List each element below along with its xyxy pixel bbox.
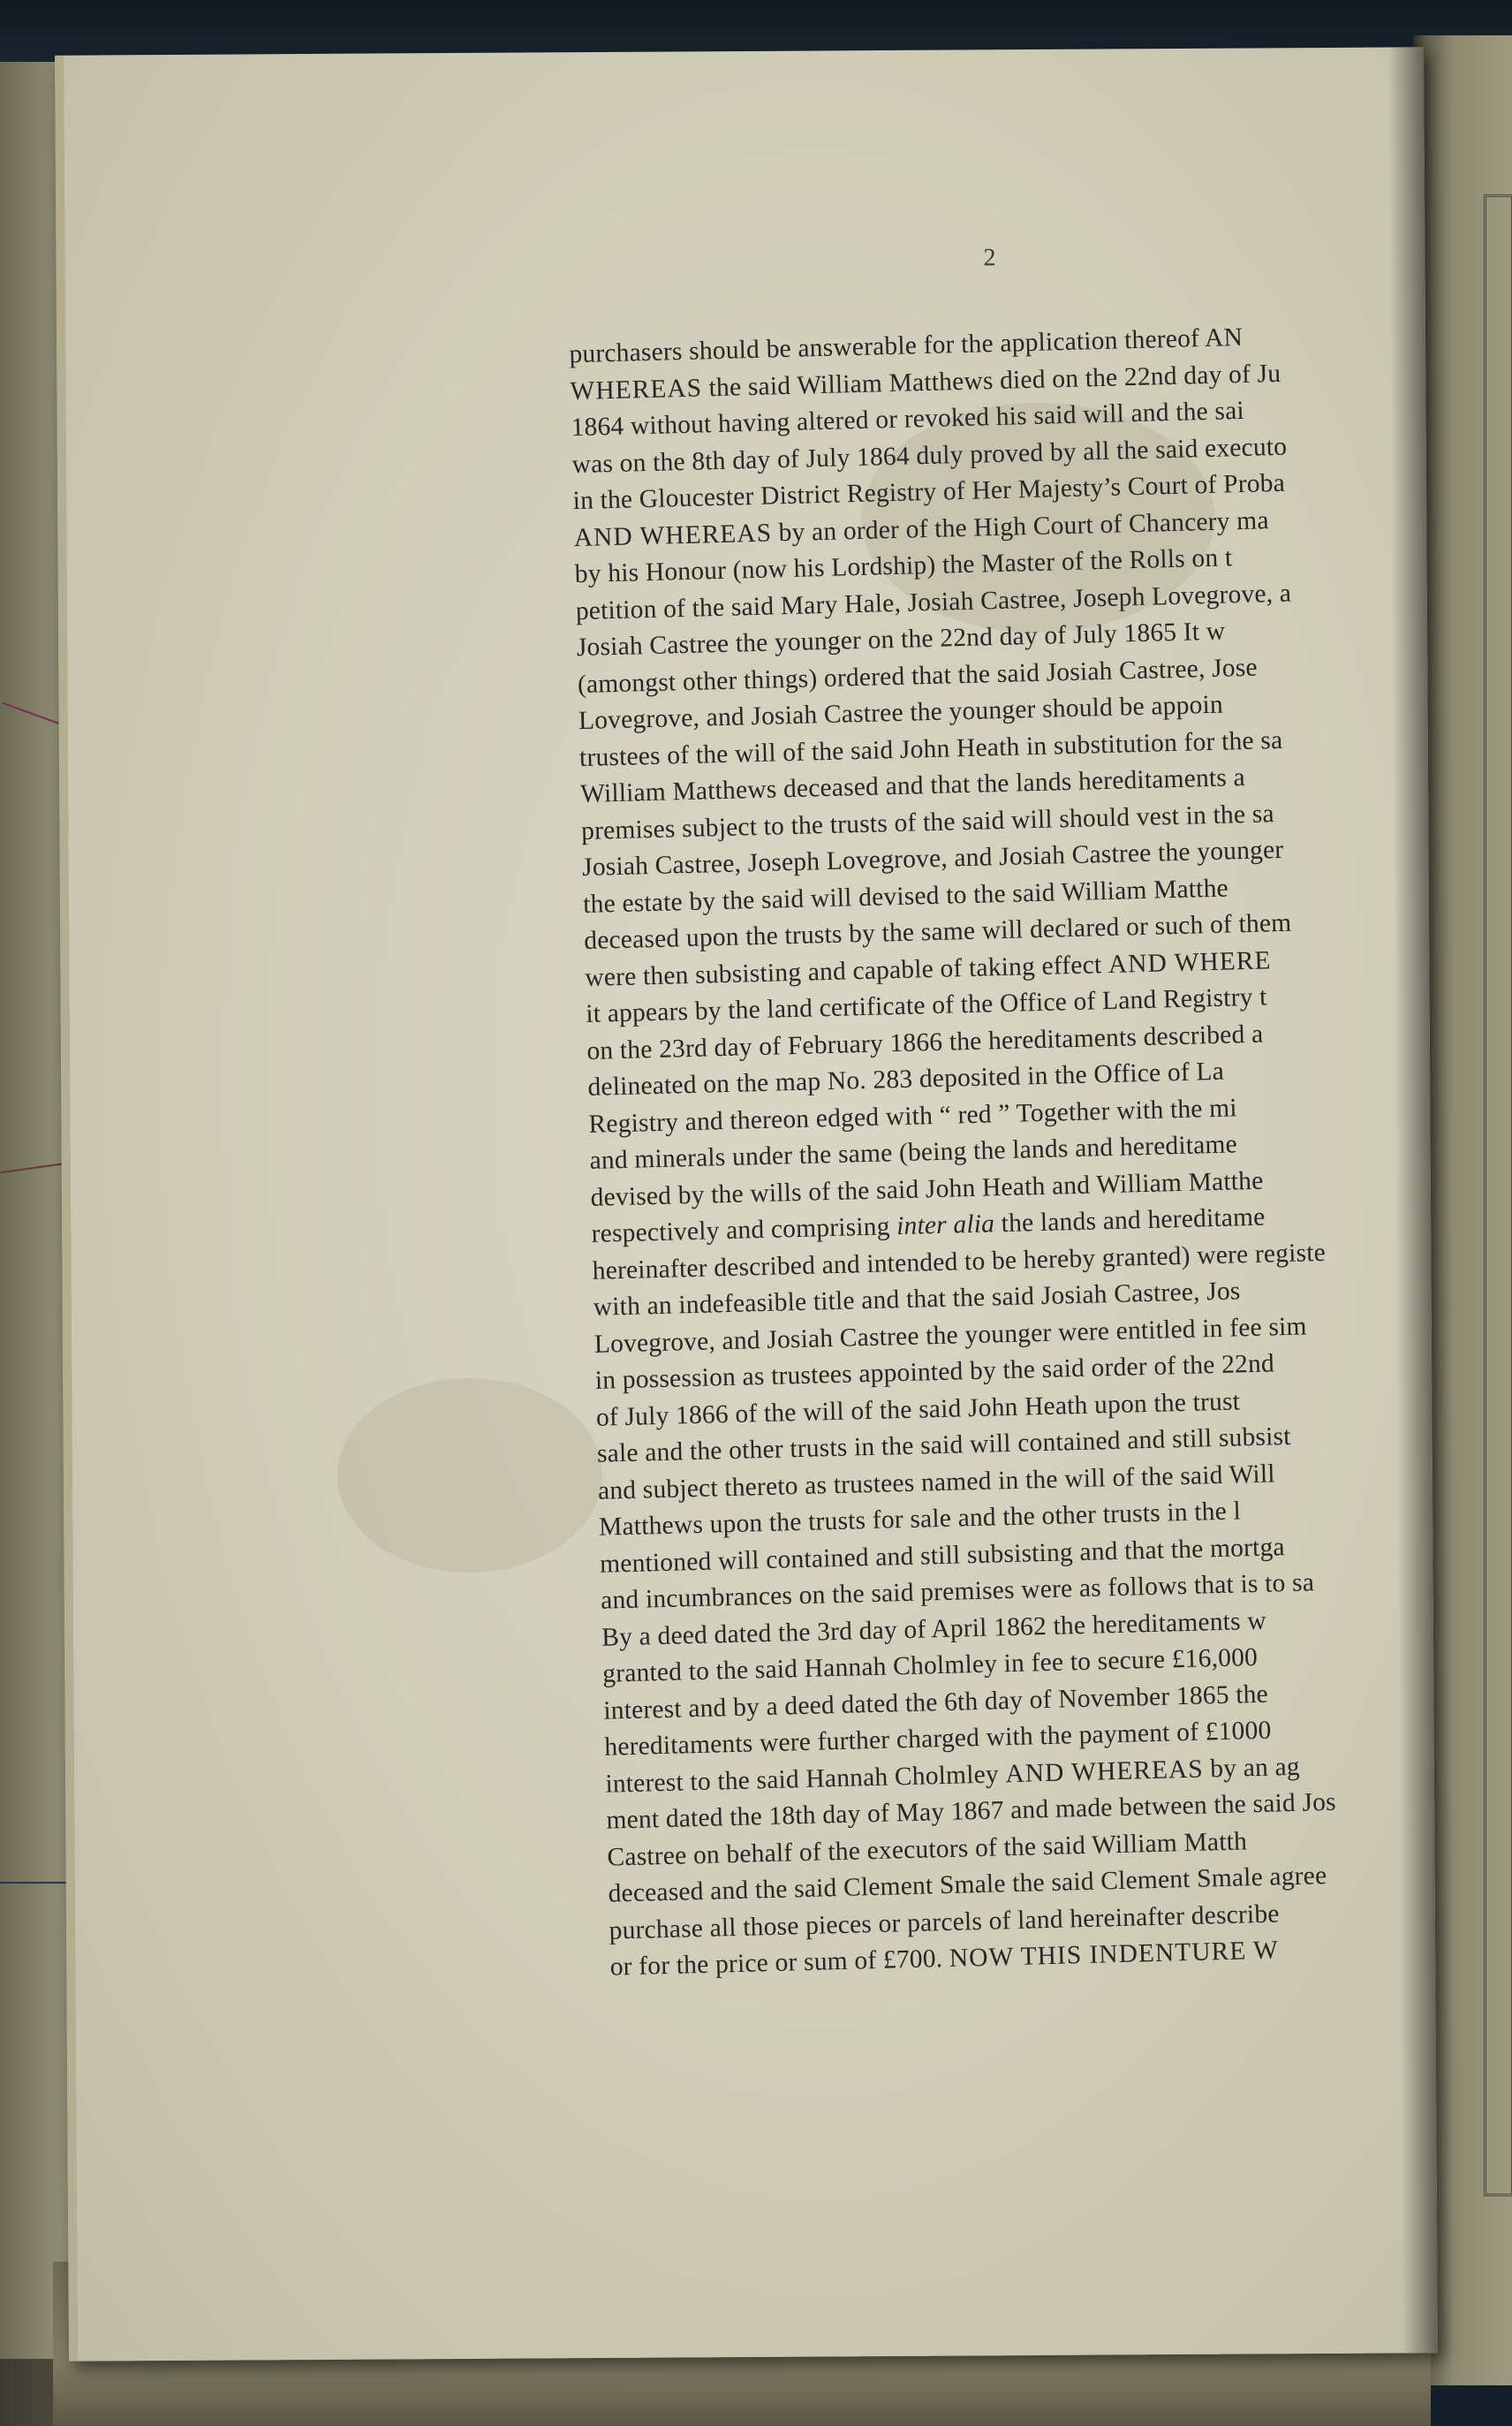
text-segment: by his Honour (now his Lordship) the Master of the Rolls on t [574,543,1233,589]
text-segment: Registry and thereon edged with “ red ” Together with the mi [588,1093,1238,1139]
text-segment: Lovegrove, and Josiah Castree the younger should be appoin [578,690,1224,736]
text-segment: AND WHERE [1108,945,1272,979]
text-segment: purchasers should be answerable for the application thereof AN [569,322,1244,369]
text-segment: the lands and hereditame [994,1202,1266,1239]
document-page [55,47,1438,2361]
text-segment: by an ag [1203,1752,1301,1784]
indenture-text [569,315,1495,2059]
text-segment: (amongst other things) ordered that the said Josiah Castree, Jose [577,653,1259,699]
page-number: 2 [983,244,996,272]
text-segment: WHEREAS [570,373,703,406]
text-segment: premises subject to the trusts of the said will should vest in the sa [580,799,1275,845]
text-segment: interest to the said Hannah Cholmley [605,1759,1006,1799]
text-segment: it appears by the land certificate of the Office of Land Registry t [586,982,1267,1028]
text-segment: By a deed dated the 3rd day of April 1862 the hereditaments w [601,1606,1267,1652]
text-segment: 1864 without having altered or revoked his said will and the sai [571,396,1245,443]
text-segment: in the Gloucester District Registry of Her Majesty’s Court of Proba [572,468,1286,516]
text-segment: devised by the wills of the said John Heath and William Matthe [590,1166,1264,1212]
text-segment: and incumbrances on the said premises were as follows that is to sa [600,1568,1315,1615]
text-segment: the estate by the said will devised to the said William Matthe [582,874,1229,919]
text-segment: sale and the other trusts in the said will contained and still subsist [596,1421,1291,1468]
text-segment: AND WHEREAS [1005,1755,1205,1788]
text-segment: Castree on behalf of the executors of the said William Matth [607,1826,1248,1872]
text-segment: or for the price or sum of £700. [609,1944,950,1982]
text-segment: purchase all those pieces or parcels of land hereinafter describe [609,1899,1280,1945]
text-segment: in possession as trustees appointed by the said order of the 22nd [594,1349,1275,1395]
text-segment: hereditaments were further charged with the payment of £1000 [604,1716,1272,1762]
text-segment: Josiah Castree, Joseph Lovegrove, and Josiah Castree the younger [581,835,1284,883]
text-segment: William Matthews deceased and that the lands hereditaments a [579,762,1246,809]
text-segment: the said William Matthews died on the 22nd day of Ju [701,359,1281,402]
text-segment: granted to the said Hannah Cholmley in fee to secure £16,000 [601,1642,1259,1688]
text-segment: by an order of the High Court of Chancery ma [771,505,1270,547]
text-segment: Josiah Castree the younger on the 22nd day of July 1865 It w [576,617,1226,663]
text-segment: on the 23rd day of February 1866 the hereditaments described a [586,1020,1264,1065]
text-segment: NOW THIS INDENTURE W [949,1936,1280,1973]
text-segment: ment dated the 18th day of May 1867 and made between the said Jos [606,1787,1337,1835]
text-segment: trustees of the will of the said John Heath in substitution for the sa [578,725,1283,772]
text-segment: and subject thereto as trustees named in the will of the said Will [597,1459,1276,1505]
text-segment: inter alia [896,1209,995,1241]
text-segment: hereinafter described and intended to be hereby granted) were registe [592,1238,1327,1285]
paper-stain [336,1377,602,1573]
text-segment: interest and by a deed dated the 6th day of November 1865 the [602,1679,1269,1725]
text-segment: were then subsisting and capable of taking effect [584,950,1109,992]
text-segment: with an indefeasible title and that the said Josiah Castree, Jos [593,1277,1241,1322]
text-segment: petition of the said Mary Hale, Josiah Castree, Joseph Lovegrove, a [575,579,1292,625]
text-segment: Matthews upon the trusts for sale and the other trusts in the l [598,1497,1242,1542]
text-segment: deceased upon the trusts by the same will declared or such of them [583,908,1292,955]
text-segment: AND WHEREAS [573,518,773,552]
text-segment: was on the 8th day of July 1864 duly proved by all the said executo [571,432,1288,479]
text-segment: respectively and comprising [591,1212,897,1248]
text-segment: Lovegrove, and Josiah Castree the younger were entitled in fee sim [593,1311,1307,1359]
text-segment: delineated on the map No. 283 deposited in the Office of La [587,1057,1225,1102]
text-segment: of July 1866 of the will of the said John Heath upon the trust [595,1386,1241,1432]
text-segment: deceased and the said Clement Smale the said Clement Smale agree [608,1861,1327,1908]
text-segment: and minerals under the same (being the lands and hereditame [589,1130,1238,1175]
text-segment: mentioned will contained and still subsisting and that the mortga [599,1532,1286,1579]
